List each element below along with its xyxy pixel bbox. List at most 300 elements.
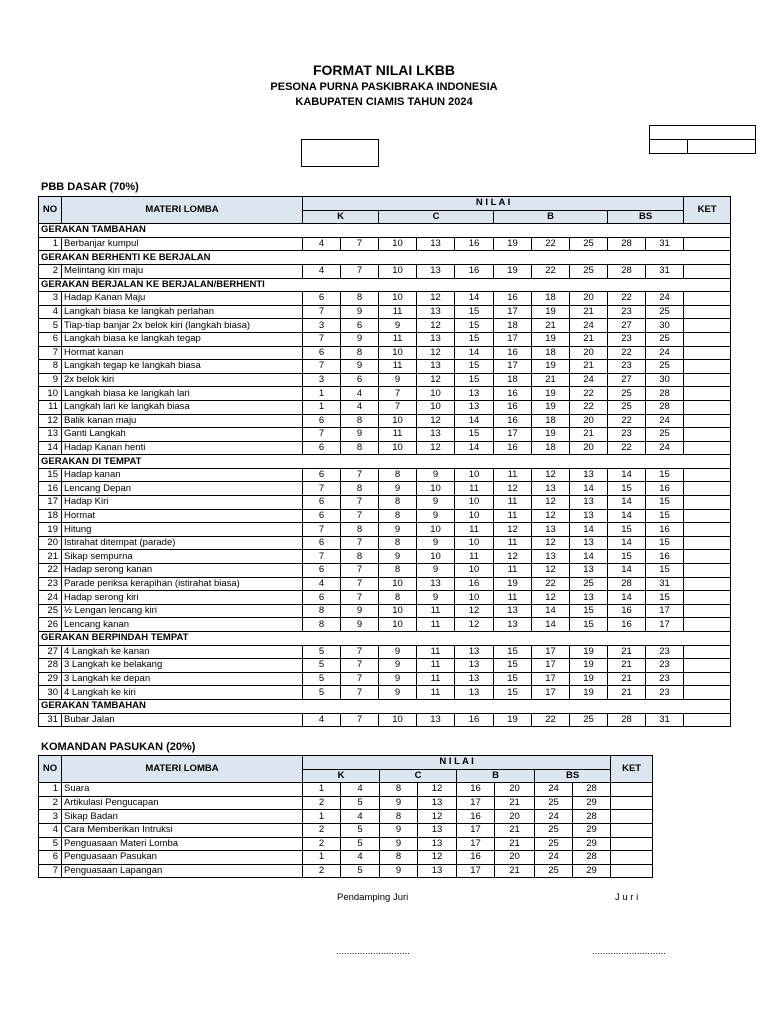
ket-cell[interactable]: [611, 823, 653, 837]
score-value: 11: [455, 550, 494, 564]
ket-cell[interactable]: [684, 441, 731, 455]
score-value: 7: [341, 686, 379, 700]
ket-cell[interactable]: [684, 346, 731, 360]
materi-lomba: 3 Langkah ke depan: [62, 672, 303, 686]
table-row: [39, 373, 731, 387]
score-value: 7: [379, 387, 417, 401]
score-value: 24: [535, 851, 573, 865]
score-value: 18: [532, 414, 570, 428]
ket-cell[interactable]: [684, 237, 731, 251]
score-value: 15: [646, 509, 684, 523]
score-value: 13: [570, 564, 608, 578]
group-heading: GERAKAN BERJALAN KE BERJALAN/BERHENTI: [39, 278, 731, 292]
table-row: [39, 264, 731, 278]
ket-cell[interactable]: [684, 305, 731, 319]
score-value: 19: [494, 577, 532, 591]
ket-cell[interactable]: [684, 332, 731, 346]
score-value: 8: [303, 618, 341, 632]
score-value: 11: [417, 645, 455, 659]
score-value: 23: [608, 428, 646, 442]
row-number: 28: [39, 659, 62, 673]
col-nilai-header: N I L A I: [303, 197, 684, 211]
score-value: 6: [303, 509, 341, 523]
row-number: 23: [39, 577, 62, 591]
score-value: 19: [494, 713, 532, 727]
row-number: 14: [39, 441, 62, 455]
score-value: 12: [532, 564, 570, 578]
score-value: 8: [341, 346, 379, 360]
juri-label: J u r i: [615, 892, 639, 903]
score-value: 21: [608, 645, 646, 659]
group-heading: GERAKAN BERPINDAH TEMPAT: [39, 632, 731, 646]
ket-cell[interactable]: [611, 864, 653, 878]
score-value: 21: [532, 319, 570, 333]
ket-cell[interactable]: [684, 360, 731, 374]
score-value: 13: [532, 482, 570, 496]
score-value: 11: [494, 468, 532, 482]
score-value: 6: [341, 373, 379, 387]
score-value: 15: [494, 645, 532, 659]
row-number: 18: [39, 509, 62, 523]
score-value: 10: [455, 591, 494, 605]
score-value: 9: [379, 686, 417, 700]
score-value: 24: [646, 346, 684, 360]
score-value: 15: [455, 428, 494, 442]
score-value: 8: [380, 783, 418, 797]
score-value: 19: [532, 332, 570, 346]
score-value: 11: [379, 305, 417, 319]
score-value: 4: [341, 400, 379, 414]
col-ket-header: KET: [611, 756, 653, 783]
materi-lomba: Parade periksa kerapihan (istirahat biasa): [62, 577, 303, 591]
table-row: [39, 509, 731, 523]
pendamping-signature-line[interactable]: ............................: [336, 946, 410, 957]
row-number: 4: [39, 305, 62, 319]
score-value: 4: [303, 713, 341, 727]
score-value: 24: [570, 319, 608, 333]
score-value: 7: [341, 713, 379, 727]
score-value: 8: [379, 496, 417, 510]
materi-lomba: Berbanjar kumpul: [62, 237, 303, 251]
score-value: 9: [341, 305, 379, 319]
score-value: 13: [494, 604, 532, 618]
score-value: 13: [418, 796, 457, 810]
score-value: 14: [608, 496, 646, 510]
score-value: 15: [646, 536, 684, 550]
materi-lomba: Hadap Kiri: [62, 496, 303, 510]
score-box-bottom-left[interactable]: [649, 139, 688, 154]
score-value: 13: [570, 468, 608, 482]
score-value: 14: [455, 292, 494, 306]
score-value: 12: [494, 550, 532, 564]
row-number: 20: [39, 536, 62, 550]
table-row: [39, 604, 731, 618]
ket-cell[interactable]: [684, 686, 731, 700]
score-value: 4: [341, 810, 380, 824]
score-value: 19: [570, 645, 608, 659]
score-value: 13: [417, 360, 455, 374]
table-row: [39, 305, 731, 319]
score-value: 12: [417, 373, 455, 387]
score-value: 25: [646, 305, 684, 319]
table-row: [39, 482, 731, 496]
ket-cell[interactable]: [684, 604, 731, 618]
score-value: 16: [494, 441, 532, 455]
table-row: [39, 851, 653, 865]
score-value: 6: [303, 536, 341, 550]
score-box-bottom-right[interactable]: [687, 139, 756, 154]
score-value: 14: [608, 509, 646, 523]
score-value: 11: [494, 509, 532, 523]
score-value: 25: [570, 237, 608, 251]
row-number: 7: [39, 864, 62, 878]
score-value: 7: [379, 400, 417, 414]
col-k-header: K: [303, 769, 380, 783]
table-row: [39, 346, 731, 360]
score-value: 23: [646, 659, 684, 673]
score-value: 10: [379, 577, 417, 591]
ket-cell[interactable]: [684, 509, 731, 523]
score-value: 22: [570, 387, 608, 401]
score-value: 16: [494, 387, 532, 401]
score-value: 10: [417, 387, 455, 401]
score-value: 9: [379, 523, 417, 537]
score-value: 10: [379, 441, 417, 455]
table-row: [39, 577, 731, 591]
ket-cell[interactable]: [684, 373, 731, 387]
score-value: 16: [455, 264, 494, 278]
score-value: 17: [457, 864, 495, 878]
materi-lomba: Tiap-tiap banjar 2x belok kiri (langkah biasa): [62, 319, 303, 333]
score-value: 1: [303, 810, 341, 824]
score-value: 16: [608, 618, 646, 632]
table-row: [39, 713, 731, 727]
score-value: 25: [646, 428, 684, 442]
score-value: 15: [494, 672, 532, 686]
row-number: 22: [39, 564, 62, 578]
score-value: 10: [455, 536, 494, 550]
ket-cell[interactable]: [611, 783, 653, 797]
ket-cell[interactable]: [684, 482, 731, 496]
score-value: 13: [455, 686, 494, 700]
score-value: 21: [608, 686, 646, 700]
col-materi-header: MATERI LOMBA: [62, 756, 303, 783]
score-value: 9: [380, 837, 418, 851]
row-number: 7: [39, 346, 62, 360]
row-number: 19: [39, 523, 62, 537]
ket-cell[interactable]: [684, 577, 731, 591]
score-value: 16: [494, 400, 532, 414]
score-value: 13: [417, 305, 455, 319]
score-value: 13: [570, 509, 608, 523]
materi-lomba: Cara Memberikan Intruksi: [62, 823, 303, 837]
materi-lomba: Hitung: [62, 523, 303, 537]
table-row: [39, 864, 653, 878]
score-value: 30: [646, 373, 684, 387]
section-title-danpas: KOMANDAN PASUKAN (20%): [41, 741, 196, 753]
ket-cell[interactable]: [611, 851, 653, 865]
score-value: 27: [608, 373, 646, 387]
materi-lomba: Lencang Depan: [62, 482, 303, 496]
score-value: 21: [495, 864, 535, 878]
score-value: 11: [417, 686, 455, 700]
score-value: 7: [341, 264, 379, 278]
score-value: 6: [303, 346, 341, 360]
score-value: 10: [455, 564, 494, 578]
score-value: 17: [532, 659, 570, 673]
materi-lomba: Ganti Langkah: [62, 428, 303, 442]
score-value: 14: [532, 604, 570, 618]
row-number: 16: [39, 482, 62, 496]
ket-cell[interactable]: [684, 536, 731, 550]
score-value: 13: [455, 672, 494, 686]
materi-lomba: Lencang kanan: [62, 618, 303, 632]
score-value: 28: [646, 400, 684, 414]
ket-cell[interactable]: [611, 837, 653, 851]
table-row: [39, 837, 653, 851]
materi-lomba: ½ Lengan lencang kiri: [62, 604, 303, 618]
score-box-top[interactable]: [649, 125, 756, 140]
score-value: 15: [646, 496, 684, 510]
score-value: 25: [535, 837, 573, 851]
score-value: 13: [417, 264, 455, 278]
row-number: 6: [39, 332, 62, 346]
ket-cell[interactable]: [684, 428, 731, 442]
ket-cell[interactable]: [684, 713, 731, 727]
score-value: 11: [455, 523, 494, 537]
score-value: 8: [380, 810, 418, 824]
score-value: 12: [532, 591, 570, 605]
row-number: 29: [39, 672, 62, 686]
score-value: 10: [417, 400, 455, 414]
score-value: 28: [608, 264, 646, 278]
score-value: 31: [646, 713, 684, 727]
row-number: 2: [39, 796, 62, 810]
row-number: 5: [39, 837, 62, 851]
score-value: 11: [494, 496, 532, 510]
pendamping-juri-label: Pendamping Juri: [337, 892, 409, 903]
score-value: 16: [494, 346, 532, 360]
score-value: 6: [303, 292, 341, 306]
score-value: 16: [494, 414, 532, 428]
score-value: 16: [457, 783, 495, 797]
score-value: 12: [494, 523, 532, 537]
danpas-score-table: [38, 755, 653, 878]
score-value: 10: [455, 509, 494, 523]
table-row: [39, 591, 731, 605]
ket-cell[interactable]: [684, 400, 731, 414]
score-value: 7: [341, 591, 379, 605]
score-value: 16: [608, 604, 646, 618]
ket-cell[interactable]: [611, 810, 653, 824]
score-value: 18: [494, 319, 532, 333]
score-value: 4: [341, 851, 380, 865]
ket-cell[interactable]: [684, 659, 731, 673]
ket-cell[interactable]: [684, 414, 731, 428]
score-value: 23: [608, 360, 646, 374]
group-row: [39, 224, 731, 238]
materi-lomba: Langkah biasa ke langkah perlahan: [62, 305, 303, 319]
score-value: 15: [455, 373, 494, 387]
score-value: 21: [495, 796, 535, 810]
table-row: [39, 672, 731, 686]
score-value: 9: [379, 550, 417, 564]
ket-cell[interactable]: [684, 468, 731, 482]
score-value: 9: [380, 864, 418, 878]
score-value: 21: [532, 373, 570, 387]
score-value: 21: [570, 305, 608, 319]
score-value: 5: [341, 864, 380, 878]
score-value: 23: [646, 686, 684, 700]
row-number: 27: [39, 645, 62, 659]
score-value: 10: [379, 237, 417, 251]
score-value: 9: [380, 796, 418, 810]
score-value: 31: [646, 264, 684, 278]
score-value: 9: [341, 332, 379, 346]
ket-cell[interactable]: [684, 591, 731, 605]
score-value: 11: [379, 428, 417, 442]
score-value: 6: [303, 564, 341, 578]
score-value: 6: [303, 591, 341, 605]
materi-lomba: Balik kanan maju: [62, 414, 303, 428]
materi-lomba: Istirahat ditempat (parade): [62, 536, 303, 550]
score-value: 28: [573, 783, 611, 797]
row-number: 25: [39, 604, 62, 618]
score-value: 25: [535, 864, 573, 878]
group-heading: GERAKAN TAMBAHAN: [39, 699, 731, 713]
score-value: 9: [379, 319, 417, 333]
score-value: 19: [532, 360, 570, 374]
ket-cell[interactable]: [684, 645, 731, 659]
table-row: [39, 387, 731, 401]
score-value: 31: [646, 577, 684, 591]
team-number-box[interactable]: [301, 139, 379, 167]
score-value: 20: [495, 783, 535, 797]
row-number: 24: [39, 591, 62, 605]
table-row: [39, 536, 731, 550]
score-value: 7: [341, 468, 379, 482]
score-value: 20: [495, 810, 535, 824]
score-value: 28: [573, 810, 611, 824]
ket-cell[interactable]: [684, 564, 731, 578]
ket-cell[interactable]: [611, 796, 653, 810]
score-value: 5: [303, 672, 341, 686]
score-value: 16: [455, 713, 494, 727]
table-row: [39, 496, 731, 510]
ket-cell[interactable]: [684, 264, 731, 278]
score-value: 12: [532, 496, 570, 510]
table-row: [39, 659, 731, 673]
score-value: 16: [455, 237, 494, 251]
table-row: [39, 360, 731, 374]
score-value: 17: [457, 837, 495, 851]
table-row: [39, 319, 731, 333]
col-ket-header: KET: [684, 197, 731, 224]
score-value: 19: [570, 659, 608, 673]
materi-lomba: Suara: [62, 783, 303, 797]
score-value: 9: [417, 468, 455, 482]
score-value: 4: [341, 783, 380, 797]
materi-lomba: Melintang kiri maju: [62, 264, 303, 278]
score-value: 13: [455, 400, 494, 414]
score-value: 9: [379, 672, 417, 686]
score-value: 13: [417, 713, 455, 727]
row-number: 12: [39, 414, 62, 428]
ket-cell[interactable]: [684, 387, 731, 401]
materi-lomba: Hormat kanan: [62, 346, 303, 360]
score-value: 31: [646, 237, 684, 251]
ket-cell[interactable]: [684, 292, 731, 306]
score-value: 7: [303, 360, 341, 374]
section-title-pbb: PBB DASAR (70%): [41, 181, 139, 193]
score-value: 24: [646, 414, 684, 428]
score-value: 9: [379, 659, 417, 673]
score-value: 7: [303, 523, 341, 537]
score-value: 21: [570, 360, 608, 374]
col-no-header: NO: [39, 756, 62, 783]
score-value: 5: [341, 823, 380, 837]
score-value: 12: [417, 441, 455, 455]
score-value: 13: [417, 237, 455, 251]
score-value: 15: [646, 468, 684, 482]
ket-cell[interactable]: [684, 319, 731, 333]
score-value: 14: [455, 441, 494, 455]
score-value: 28: [608, 577, 646, 591]
score-value: 17: [532, 672, 570, 686]
score-value: 13: [532, 523, 570, 537]
table-row: [39, 823, 653, 837]
table-row: [39, 550, 731, 564]
materi-lomba: Hadap Kanan henti: [62, 441, 303, 455]
score-value: 8: [379, 468, 417, 482]
score-value: 25: [646, 360, 684, 374]
score-value: 6: [303, 414, 341, 428]
score-value: 4: [341, 387, 379, 401]
group-row: [39, 699, 731, 713]
group-row: [39, 251, 731, 265]
score-value: 11: [417, 604, 455, 618]
score-value: 19: [532, 387, 570, 401]
score-value: 15: [455, 305, 494, 319]
ket-cell[interactable]: [684, 496, 731, 510]
score-value: 24: [535, 783, 573, 797]
score-value: 12: [418, 851, 457, 865]
score-value: 15: [455, 332, 494, 346]
score-value: 8: [341, 523, 379, 537]
score-value: 4: [303, 264, 341, 278]
score-value: 9: [417, 591, 455, 605]
materi-lomba: Sikap sempurna: [62, 550, 303, 564]
score-value: 5: [303, 659, 341, 673]
ket-cell[interactable]: [684, 618, 731, 632]
score-value: 10: [417, 550, 455, 564]
ket-cell[interactable]: [684, 523, 731, 537]
group-heading: GERAKAN BERHENTI KE BERJALAN: [39, 251, 731, 265]
score-value: 7: [303, 428, 341, 442]
score-value: 1: [303, 400, 341, 414]
score-value: 2: [303, 796, 341, 810]
ket-cell[interactable]: [684, 550, 731, 564]
ket-cell[interactable]: [684, 672, 731, 686]
score-value: 8: [341, 292, 379, 306]
juri-signature-line[interactable]: ............................: [592, 946, 666, 957]
materi-lomba: 2x belok kiri: [62, 373, 303, 387]
score-value: 14: [570, 550, 608, 564]
materi-lomba: Hadap Kanan Maju: [62, 292, 303, 306]
score-value: 14: [455, 346, 494, 360]
group-row: [39, 278, 731, 292]
score-value: 8: [379, 536, 417, 550]
